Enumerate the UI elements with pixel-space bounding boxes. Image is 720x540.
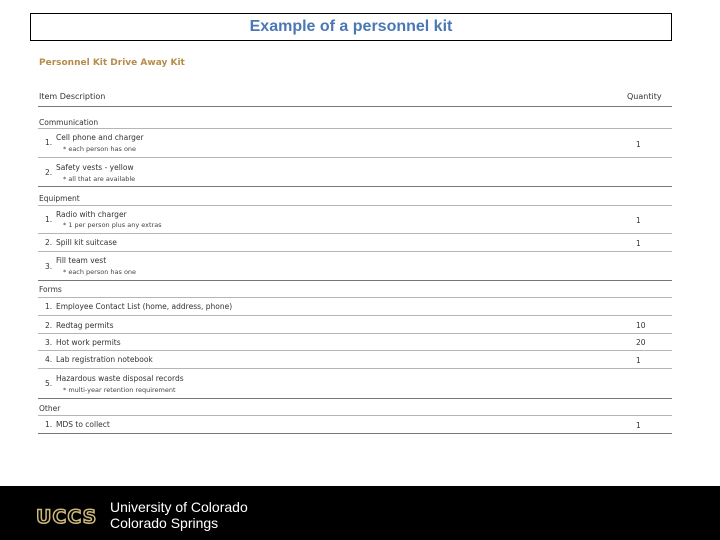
- item-number: 3.: [45, 338, 53, 347]
- footer-bar: [0, 486, 720, 540]
- divider: [38, 205, 672, 206]
- section-heading: Communication: [39, 118, 99, 127]
- divider: [38, 350, 672, 351]
- item-description: Hazardous waste disposal records: [56, 374, 184, 383]
- slide-title: Example of a personnel kit: [30, 13, 672, 41]
- item-number: 5.: [45, 379, 53, 388]
- item-note: * each person has one: [63, 268, 137, 276]
- kit-title: Personnel Kit Drive Away Kit: [39, 58, 185, 68]
- item-quantity: 20: [636, 338, 646, 347]
- campus-name: Colorado Springs: [110, 515, 219, 531]
- university-name: University of Colorado: [110, 499, 248, 515]
- column-header-item: Item Description: [39, 92, 106, 101]
- item-note: * all that are available: [63, 175, 136, 183]
- divider: [38, 315, 672, 316]
- uccs-logo: UCCS: [36, 506, 98, 528]
- item-quantity: 1: [636, 216, 641, 225]
- item-description: Lab registration notebook: [56, 355, 153, 364]
- divider: [38, 368, 672, 369]
- item-quantity: 10: [636, 321, 646, 330]
- item-number: 1.: [45, 215, 53, 224]
- divider: [38, 297, 672, 298]
- item-description: Safety vests - yellow: [56, 163, 134, 172]
- item-number: 1.: [45, 138, 53, 147]
- divider: [38, 106, 672, 107]
- divider: [38, 157, 672, 158]
- item-number: 3.: [45, 262, 53, 271]
- item-description: Radio with charger: [56, 210, 127, 219]
- divider: [38, 280, 672, 281]
- item-description: Employee Contact List (home, address, phone): [56, 302, 233, 311]
- item-note: * each person has one: [63, 145, 137, 153]
- divider: [38, 333, 672, 334]
- item-note: * 1 per person plus any extras: [63, 221, 162, 229]
- divider: [38, 251, 672, 252]
- item-quantity: 1: [636, 239, 641, 248]
- item-description: Hot work permits: [56, 338, 121, 347]
- divider: [38, 398, 672, 399]
- item-description: MDS to collect: [56, 420, 110, 429]
- item-number: 2.: [45, 168, 53, 177]
- item-quantity: 1: [636, 140, 641, 149]
- item-number: 2.: [45, 238, 53, 247]
- divider: [38, 433, 672, 434]
- item-number: 1.: [45, 420, 53, 429]
- divider: [38, 128, 672, 129]
- item-number: 4.: [45, 355, 53, 364]
- item-number: 1.: [45, 302, 53, 311]
- divider: [38, 415, 672, 416]
- item-number: 2.: [45, 321, 53, 330]
- section-heading: Forms: [39, 285, 62, 294]
- item-quantity: 1: [636, 356, 641, 365]
- item-description: Cell phone and charger: [56, 133, 144, 142]
- section-heading: Other: [39, 404, 61, 413]
- item-description: Fill team vest: [56, 256, 107, 265]
- item-description: Spill kit suitcase: [56, 238, 117, 247]
- item-quantity: 1: [636, 421, 641, 430]
- divider: [38, 233, 672, 234]
- divider: [38, 186, 672, 187]
- item-description: Redtag permits: [56, 321, 114, 330]
- section-heading: Equipment: [39, 194, 80, 203]
- item-note: * multi-year retention requirement: [63, 386, 176, 394]
- column-header-quantity: Quantity: [627, 92, 662, 101]
